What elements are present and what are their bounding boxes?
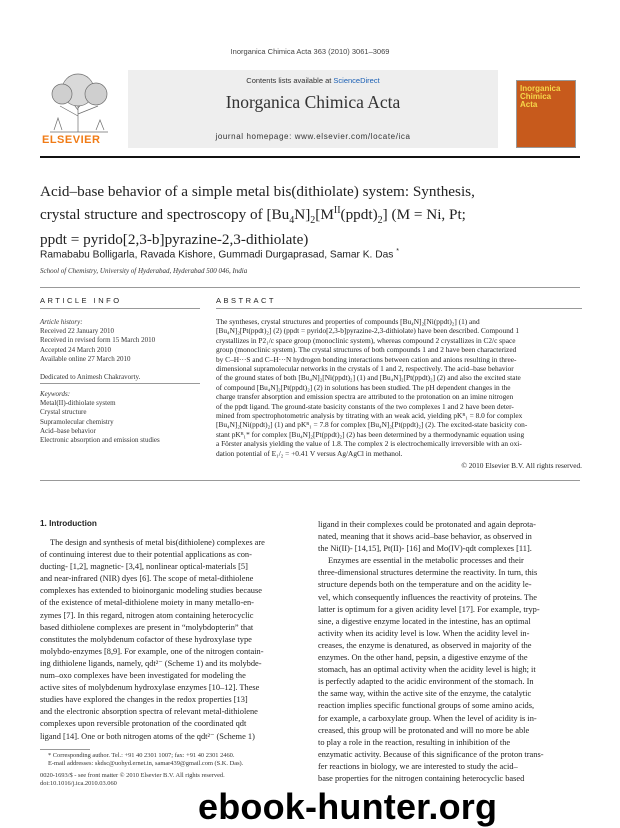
body-line: Enzymes are essential in the metabolic processes and their xyxy=(328,556,524,566)
journal-masthead xyxy=(40,70,580,156)
body-line: num–oxo complexes have been investigated for modeling the xyxy=(40,671,246,681)
body-line: enzymatic activity. Because of this significance of the proton trans- xyxy=(318,749,544,759)
journal-citation: Inorganica Chimica Acta 363 (2010) 3061–3069 xyxy=(230,47,390,56)
keywords-panel xyxy=(40,390,210,445)
header-divider xyxy=(40,287,580,288)
journal-homepage xyxy=(128,132,498,141)
contents-prefix: Contents lists available at xyxy=(246,76,332,85)
footnote-rule xyxy=(40,749,90,750)
journal-title: Inorganica Chimica Acta xyxy=(225,92,401,112)
body-line: and the electronic absorption spectra of relevant metal-dithiolene xyxy=(40,707,258,717)
contents-line xyxy=(128,76,498,85)
watermark-text: ebook-hunter.org xyxy=(198,786,498,827)
article-title xyxy=(40,182,585,249)
article-info-panel xyxy=(40,318,210,382)
body-line: structure depends both on the temperature and on the acidity le- xyxy=(318,580,532,590)
abstract-rule xyxy=(216,308,582,309)
body-line: the Ni(II)- [14,15], Pt(II)- [16] and Mo(IV)-qdt complexes [11]. xyxy=(318,544,532,554)
author-list xyxy=(40,248,580,260)
sciencedirect-link[interactable]: ScienceDirect xyxy=(333,76,380,85)
body-line: enzymes. On the other hand, pepsin, a digestive enzyme of the xyxy=(318,653,528,663)
keywords-label: Keywords: xyxy=(40,390,71,398)
elsevier-tree-logo xyxy=(40,70,118,150)
history-item: Received in revised form 15 March 2010 xyxy=(40,336,156,345)
journal-cover-image xyxy=(516,80,576,148)
abstract-line: of the ppdt ligand. The ground-state basicity constants of the two complexes 1 and 2 have been deter- xyxy=(216,401,514,411)
abstract-line: stant pKᴮ₁* for complex [Bu₄N]₂[Pt(ppdt)₂] (2) has been determined by a thermodynamic equation using xyxy=(216,429,525,439)
body-line: ligand [14]. One or both nitrogen atoms of the qdt²⁻ (Scheme 1) xyxy=(40,731,255,741)
journal-banner xyxy=(128,70,498,148)
abstract-line: of compound [Bu₄N]₂[Pt(ppdt)₂] (2) in solutions has been studied. The pH dependent changes in the xyxy=(216,382,511,392)
abstract-line: dimensional supramolecular networks in the crystals of 1 and 2, respectively. The acid–base behavior xyxy=(216,364,514,374)
title-line-1: Acid–base behavior of a simple metal bis(dithiolate) system: Synthesis, xyxy=(40,183,475,200)
body-line: creased, this group will be protonated and will no more be able xyxy=(318,725,530,735)
body-line: vel, which consequently influences the reactivity of proteins. The xyxy=(318,592,537,602)
homepage-url[interactable]: www.elsevier.com/locate/ica xyxy=(294,132,411,141)
body-line: ducting- [1,2], magnetic- [3,4], nonlinear optical-materials [5] xyxy=(40,562,248,572)
body-line: ligand in their complexes could be protonated and again deprota- xyxy=(318,520,536,529)
body-line: latter is optimum for a given acidity level [17]. For example, tryp- xyxy=(318,604,540,614)
history-label: Article history: xyxy=(40,318,83,326)
corresponding-author-mark[interactable]: * xyxy=(396,248,399,255)
article-info-heading: ARTICLE INFO xyxy=(40,296,122,305)
body-line: active sites of molybdenum hydroxylase enzymes [10–12]. These xyxy=(40,683,260,693)
body-line: the same way, within the active site of the enzyme, the catalytic xyxy=(318,689,532,699)
body-line: zymes [7]. In this regard, nitrogen atom containing heterocyclic xyxy=(40,610,254,620)
body-line: of continuing interest due to their potential applications as con- xyxy=(40,550,252,560)
dedication: Dedicated to Animesh Chakravorty. xyxy=(40,373,141,382)
body-line: complexes has extended to bioinorganic modeling studies because xyxy=(40,586,262,596)
copyright: © 2010 Elsevier B.V. All rights reserved. xyxy=(461,461,582,471)
body-line: nated, meaning that it shows acid–base behavior, as observed in xyxy=(318,532,532,542)
homepage-label: journal homepage: xyxy=(215,132,292,141)
body-line: studies have explored the changes in the redox properties [13] xyxy=(40,695,248,705)
abstract-line: of the ground states of both [Bu₄N]₂[Ni(ppdt)₂] (1) and [Bu₄N]₂[Pt(ppdt)₂] (2) and also the excited state xyxy=(216,373,521,383)
issn-line: 0020-1693/$ - see front matter © 2010 Elsevier B.V. All rights reserved. xyxy=(40,772,225,779)
body-line: to play a role in the reaction, resulting in inhibition of the xyxy=(318,737,511,747)
abstract-line: dation potential of E₁/₂ = +0.41 V versus Ag/AgCl in methanol. xyxy=(216,448,403,458)
title-line-2: crystal structure and spectroscopy of $[Bu_4N]_2[M^{II}(ppdt)_2] (M = Ni$, Pt; xyxy=(40,205,466,227)
abstract-line: mined from spectrophotometric analysis by titrating with an weak acid, yielding pKᴮ₁ = 8.0 for complex xyxy=(216,411,523,421)
abstract-line: The syntheses, crystal structures and properties of compounds [Bu₄N]₂[Ni(ppdt)₂] (1) and xyxy=(216,317,480,326)
abstract-end-rule xyxy=(40,480,580,481)
affiliation: School of Chemistry, University of Hyderabad, Hyderabad 500 046, India xyxy=(40,267,248,275)
body-line: reaction implies specific functional groups of some amino acids, xyxy=(318,701,535,711)
cover-title-3: Acta xyxy=(520,100,538,109)
abstract-line: crystallizes in P2₁/c space group (monoclinic system), whereas compound 2 crystallizes in C2/c space xyxy=(216,335,516,345)
history-item: Received 22 January 2010 xyxy=(40,327,115,336)
body-line: constitutes the molybdenum cofactor of these hydroxylase type xyxy=(40,634,252,644)
body-line: three-dimensional structures determine the reactivity. In turn, this xyxy=(318,568,538,578)
body-line: fer reactions in biology, we are interested to study the acid– xyxy=(318,761,518,771)
abstract-line: a Förster analysis yielding the value of 1.8. The complex 2 is electrochemically irreversible with an oxi- xyxy=(216,439,522,449)
section-heading-introduction: 1. Introduction xyxy=(40,519,97,528)
body-line: ing dithiolene ligands, namely, qdt²⁻ (Scheme 1) and its molybde- xyxy=(40,658,262,668)
keyword[interactable]: Crystal structure xyxy=(40,408,87,417)
body-line: complexes upon reversible protonation of the coordinated qdt xyxy=(40,719,247,729)
body-line: for example, a carboxylate group. When the level of acidity is in- xyxy=(318,713,537,723)
title-line-3: ppdt = pyrido[2,3-b]pyrazine-2,3-dithiolate) xyxy=(40,231,309,249)
keyword[interactable]: Electronic absorption and emission studies xyxy=(40,436,160,445)
body-line: activity when its acidity level is low. When the acidity level in- xyxy=(318,628,530,638)
cover-title-2: Chimica xyxy=(520,92,552,101)
abstract-line: [Bu₄N]₂[Pt(ppdt)₂] (2) (ppdt = pyrido[2,3-b]pyrazine-2,3-dithiolate) have been described. Compound 1 xyxy=(216,326,520,336)
body-line: base properties for the nitrogen containing heterocyclic based xyxy=(318,773,525,783)
history-item: Accepted 24 March 2010 xyxy=(40,345,111,354)
abstract-line: group (monoclinic system). The crystal structures of both compounds 1 and 2 have been characterized xyxy=(216,345,517,355)
article-info-rule xyxy=(40,308,200,309)
keyword[interactable]: Metal(II)-dithiolate system xyxy=(40,399,116,408)
intro-right-column xyxy=(318,519,584,785)
corresponding-author-note: * Corresponding author. Tel.: +91 40 2301 1007; fax: +91 40 2301 2460. xyxy=(48,752,235,759)
keyword[interactable]: Acid–base behavior xyxy=(40,426,96,435)
publisher-logo-text: ELSEVIER xyxy=(42,134,101,146)
history-item: Available online 27 March 2010 xyxy=(40,354,131,363)
abstract-line: charge transfer absorption and emission spectra are attributed to the protonation on an imine nitrogen xyxy=(216,392,514,402)
body-line: is perfectly adapted to the acidic environment of the stomach. In xyxy=(318,677,534,687)
abstract-heading: ABSTRACT xyxy=(216,296,277,305)
intro-left-column xyxy=(40,537,306,743)
abstract-line: by C–H···S and C–H···N hydrogen bonding interactions between cation and anions resulting in three- xyxy=(216,354,517,364)
body-line: creases, the enzyme is denatured, as observed in majority of the xyxy=(318,640,532,650)
body-line: based dithiolene complexes are present in “molybdopterin” that xyxy=(40,622,254,632)
body-line: and near-infrared (NIR) dyes [6]. The scope of metal-dithiolene xyxy=(40,574,254,584)
body-line: molybdo-enzymes [8,9]. For example, one of the nitrogen contain- xyxy=(40,646,264,656)
keyword[interactable]: Supramolecular chemistry xyxy=(40,417,114,426)
body-line: sine, a digestive enzyme located in the intestine, has an optimal xyxy=(318,616,531,626)
authors[interactable]: Ramababu Bolligarla, Ravada Kishore, Gummadi Durgaprasad, Samar K. Das xyxy=(40,249,394,261)
abstract-line: [Bu₄N]₂[Ni(ppdt)₂] (1) and pKᴮ₁ = 7.8 for complex [Bu₄N]₂[Pt(ppdt)₂] (2). The excited-state basicity con- xyxy=(216,420,528,430)
cover-title-1: Inorganica xyxy=(520,84,561,93)
masthead-rule xyxy=(40,156,580,158)
footnotes xyxy=(48,752,318,768)
email-addresses[interactable]: E-mail addresses: skdsc@uohyd.ernet.in, samar439@gmail.com (S.K. Das). xyxy=(48,760,244,767)
abstract-body xyxy=(216,317,582,471)
body-line: of the existence of metal-dithiolene moiety in many metallo-en- xyxy=(40,598,254,608)
doi-link[interactable]: doi:10.1016/j.ica.2010.03.060 xyxy=(40,780,117,787)
body-line: stomach, has an optimal activity when the acidity level is high; it xyxy=(318,665,536,675)
body-line: The design and synthesis of metal bis(dithiolene) complexes are xyxy=(50,538,265,547)
keywords-rule xyxy=(40,383,200,384)
